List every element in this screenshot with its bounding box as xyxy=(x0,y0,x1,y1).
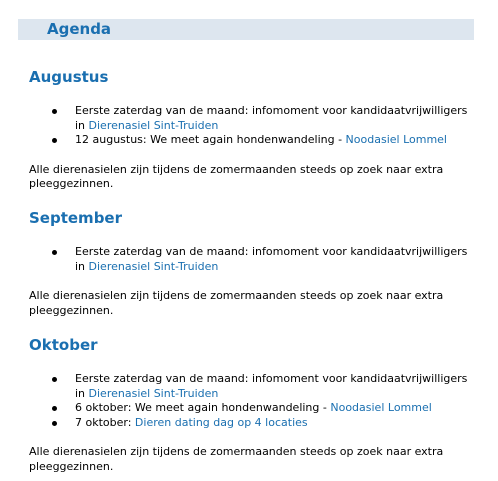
list-item xyxy=(29,133,469,148)
bullet-icon xyxy=(52,406,57,411)
month-section-augustus xyxy=(29,67,469,192)
list-item xyxy=(29,104,469,133)
foster-note: Alle dierenasielen zijn tijdens de zomermaanden steeds op zoek naar extra pleeggezinnen. xyxy=(29,445,444,473)
event-link[interactable]: Dierenasiel Sint-Truiden xyxy=(88,118,219,132)
bullet-icon xyxy=(52,109,57,114)
event-list xyxy=(29,104,469,148)
event-list xyxy=(29,372,469,430)
month-section-september xyxy=(29,208,469,318)
event-link[interactable]: Noodasiel Lommel xyxy=(345,133,447,146)
event-text: Eerste zaterdag van de maand: infomoment voor kandidaatvrijwilligers in xyxy=(75,245,468,273)
event-text: 7 oktober: xyxy=(75,415,135,429)
event-link[interactable]: Dieren dating dag op 4 locaties xyxy=(134,415,308,429)
event-list xyxy=(29,245,469,274)
agenda-header-bar xyxy=(18,19,474,40)
event-text: 12 augustus: We meet again hondenwandeling - xyxy=(75,133,346,146)
event-link[interactable]: Dierenasiel Sint-Truiden xyxy=(88,386,219,400)
foster-note: Alle dierenasielen zijn tijdens de zomermaanden steeds op zoek naar extra pleeggezinnen. xyxy=(29,289,444,317)
foster-note: Alle dierenasielen zijn tijdens de zomermaanden steeds op zoek naar extra pleeggezinnen. xyxy=(29,162,444,190)
list-item xyxy=(29,416,469,431)
list-item xyxy=(29,401,469,416)
list-item xyxy=(29,245,469,274)
list-item xyxy=(29,372,469,401)
bullet-icon xyxy=(52,421,57,426)
month-heading: Augustus xyxy=(29,68,109,86)
event-text: Eerste zaterdag van de maand: infomoment voor kandidaatvrijwilligers in xyxy=(75,104,468,132)
page-title: Agenda xyxy=(47,20,112,38)
event-link[interactable]: Noodasiel Lommel xyxy=(330,401,432,414)
month-heading: Oktober xyxy=(29,336,98,354)
event-text: 6 oktober: We meet again hondenwandeling - xyxy=(75,401,331,414)
bullet-icon xyxy=(52,377,57,382)
month-heading: September xyxy=(29,209,122,227)
event-text: Eerste zaterdag van de maand: infomoment voor kandidaatvrijwilligers in xyxy=(75,372,468,400)
bullet-icon xyxy=(52,250,57,255)
event-link[interactable]: Dierenasiel Sint-Truiden xyxy=(88,259,219,273)
month-section-oktober xyxy=(29,335,469,474)
bullet-icon xyxy=(52,138,57,143)
